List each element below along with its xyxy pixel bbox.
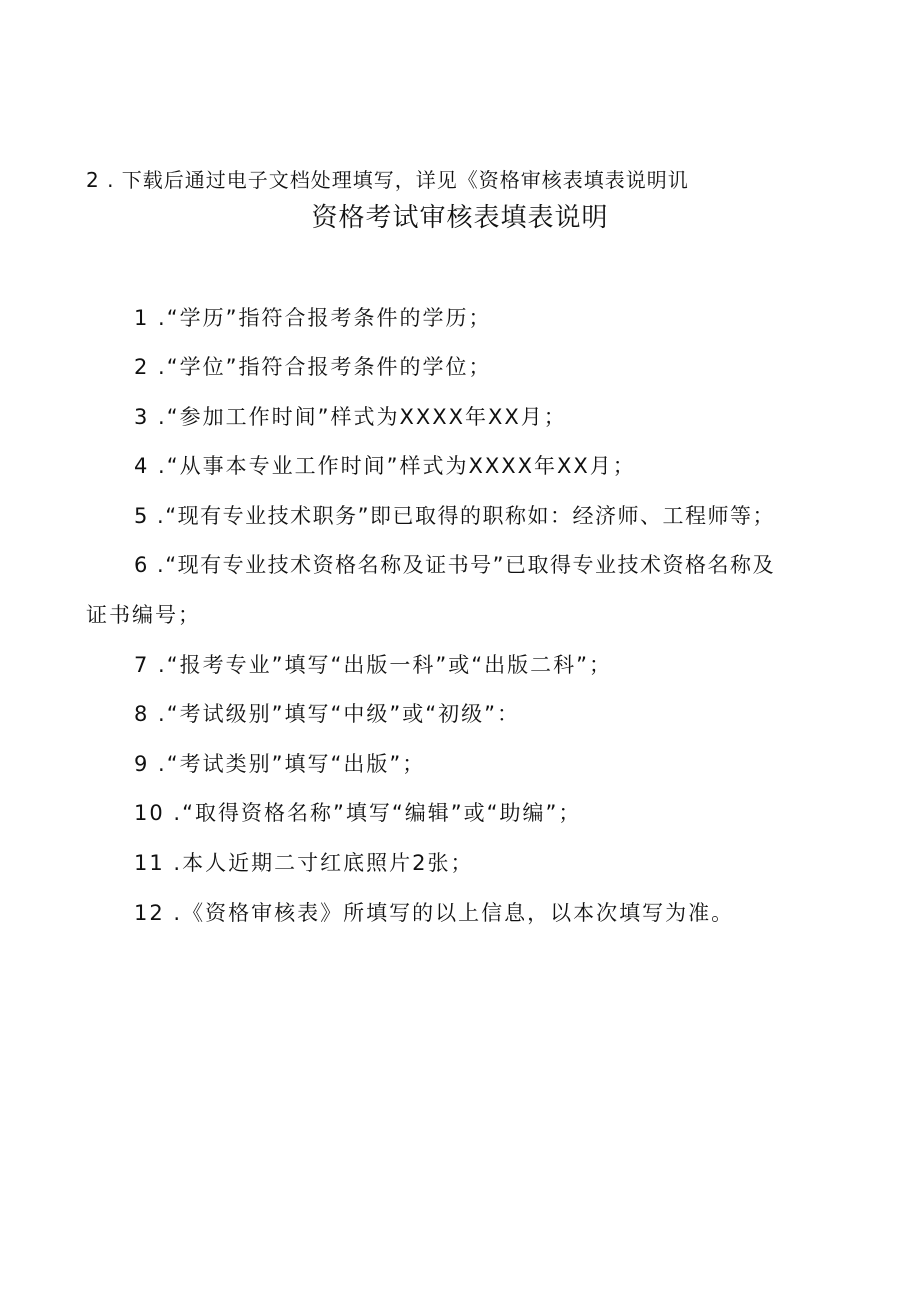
- item-number: 11 .: [134, 851, 183, 875]
- list-item: [134, 797, 581, 827]
- list-item: [134, 302, 491, 332]
- item-text: “报考专业”填写“出版一科”或“出版二科”；: [166, 653, 612, 677]
- item-number: 1 .: [134, 306, 167, 330]
- item-number: 6 .: [134, 553, 166, 577]
- list-item: [134, 351, 491, 381]
- item-text: “现有专业技术职务”即已取得的职称如：经济师、工程师等；: [165, 504, 775, 528]
- item-number: 3 .: [134, 405, 167, 429]
- item-number: 9 .: [134, 752, 167, 776]
- item-text: “参加工作时间”样式为XXXX年XX月；: [166, 405, 567, 429]
- item-text: 证书编号；: [86, 603, 201, 627]
- item-text: 《资格审核表》所填写的以上信息，以本次填写为准。: [182, 901, 735, 925]
- item-number: 7 .: [134, 653, 167, 677]
- list-item: [134, 897, 734, 927]
- item-number: 10 .: [134, 801, 183, 825]
- item-number: 8 .: [134, 702, 167, 726]
- item-number: 12 .: [134, 901, 183, 925]
- item-number: 2 .: [134, 355, 167, 379]
- item-number: 5 .: [134, 504, 166, 528]
- item-text: “学历”指符合报考条件的学历；: [166, 306, 492, 330]
- item-text: “从事本专业工作时间”样式为XXXX年XX月；: [166, 454, 636, 478]
- item-text: “考试类别”填写“出版”；: [166, 752, 426, 776]
- item-text: “现有专业技术资格名称及证书号”已取得专业技术资格名称及: [165, 553, 775, 577]
- list-item: [134, 649, 612, 679]
- list-item-continuation: [86, 599, 201, 629]
- list-item: [134, 847, 473, 877]
- page-title: 资格考试审核表填表说明: [311, 203, 609, 233]
- list-item: [134, 748, 425, 778]
- item-text: 本人近期二寸红底照片2张；: [182, 851, 474, 875]
- item-number: 4 .: [134, 454, 167, 478]
- list-item: [134, 698, 520, 728]
- list-item: [134, 500, 775, 530]
- item-text: “学位”指符合报考条件的学位；: [166, 355, 492, 379]
- list-item: [134, 401, 567, 431]
- download-note: 2 . 下载后通过电子文档处理填写，详见《资格审核表填表说明讥: [86, 168, 689, 192]
- item-text: “取得资格名称”填写“编辑”或“助编”；: [182, 801, 582, 825]
- list-item: [134, 549, 775, 579]
- item-text: “考试级别”填写“中级”或“初级”：: [166, 702, 520, 726]
- list-item: [134, 450, 636, 480]
